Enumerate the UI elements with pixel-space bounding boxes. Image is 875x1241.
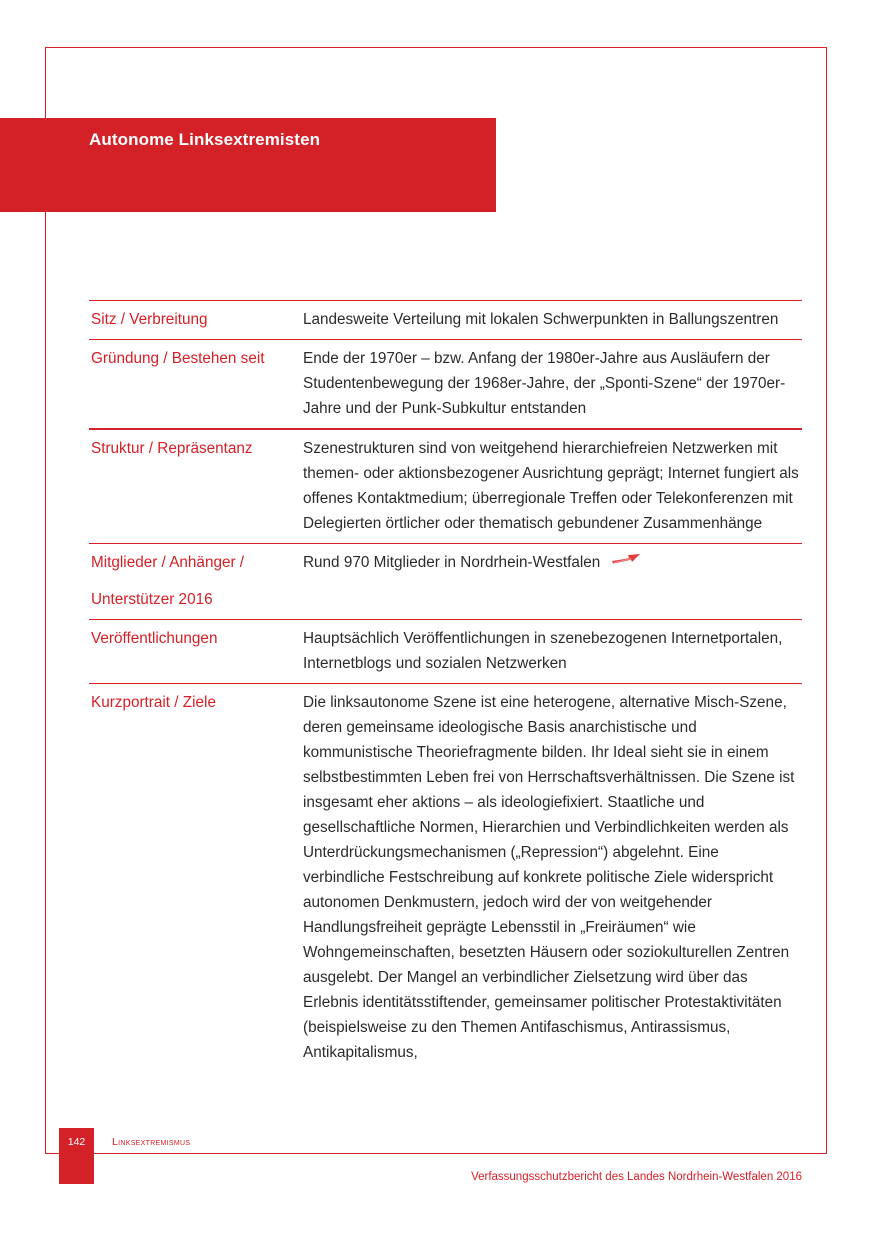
table-row <box>89 620 802 684</box>
upward-trend-arrow-icon <box>611 548 641 573</box>
row-value: Die linksautonome Szene ist eine heterogene, alternative Misch-Szene, deren gemeinsame ideologische Basis anarchistische und kommunistische Theoriefragmente bilden. Ihr Ideal sieht sie in einem selbstbestimmten Leben frei von Herrschaftsverhältnissen. Die Szene ist insgesamt eher aktions – als ideologiefixiert. Staatliche und gesellschaftliche Normen, Hierarchien und Verbindlichkeiten werden als Unterdrückungsmechanismen („Repression“) abgelehnt. Eine verbindliche Festschreibung auf konkrete politische Ziele widerspricht autonomen Denkmustern, jedoch wird der von weitgehender Handlungsfreiheit geprägte Lebensstil in „Freiräumen“ wie Wohngemeinschaften, besetzten Häusern oder soziokulturellen Zentren ausgelebt. Der Mangel an verbindlicher Zielsetzung wird über das Erlebnis identitätsstiftender, gemeinsamer politischer Protestaktivitäten (beispielsweise zu den Themen Antifaschismus, Antirassismus, Antikapitalismus, <box>303 694 795 1061</box>
section-name: Linksextremismus <box>112 1136 191 1148</box>
row-label: Gründung / Bestehen seit <box>91 350 265 367</box>
row-label: Struktur / Repräsentanz <box>91 440 253 457</box>
row-value: Szenestrukturen sind von weitgehend hierarchiefreien Netzwerken mit themen- oder aktionsbezogener Ausrichtung geprägt; Internet fungiert als offenes Kontaktmedium; überregionale Treffen oder Telekonferenzen mit Delegierten örtlicher oder thematisch gebundener Zusammenhänge <box>303 440 799 532</box>
row-label-line: Unterstützer 2016 <box>91 591 213 608</box>
table-row <box>89 301 802 340</box>
page-number: 142 <box>67 1136 86 1148</box>
publication-footer: Verfassungsschutzbericht des Landes Nordrhein-Westfalen 2016 <box>471 1171 802 1183</box>
row-value: Ende der 1970er – bzw. Anfang der 1980er-Jahre aus Ausläufern der Studentenbewegung der 1968er-Jahre, der „Sponti-Szene“ der 1970er-Jahre und der Punk-Subkultur entstanden <box>303 350 786 417</box>
row-value: Hauptsächlich Veröffentlichungen in szenebezogenen Internetportalen, Internetblogs und sozialen Netzwerken <box>303 630 783 672</box>
row-label-line: Mitglieder / Anhänger / <box>91 554 245 571</box>
row-label <box>89 544 303 620</box>
member-count-text: Rund 970 Mitglieder in Nordrhein-Westfalen <box>303 554 601 571</box>
page-title: Autonome Linksextremisten <box>89 130 321 149</box>
info-table <box>89 300 802 1065</box>
table-row <box>89 544 802 620</box>
row-label: Veröffentlichungen <box>91 630 218 647</box>
row-label: Sitz / Verbreitung <box>91 311 208 328</box>
row-value: Landesweite Verteilung mit lokalen Schwerpunkten in Ballungszentren <box>303 311 779 328</box>
table-row <box>89 429 802 544</box>
row-value <box>303 544 802 620</box>
table-row <box>89 684 802 1066</box>
table-row <box>89 340 802 430</box>
row-label: Kurzportrait / Ziele <box>91 694 216 711</box>
